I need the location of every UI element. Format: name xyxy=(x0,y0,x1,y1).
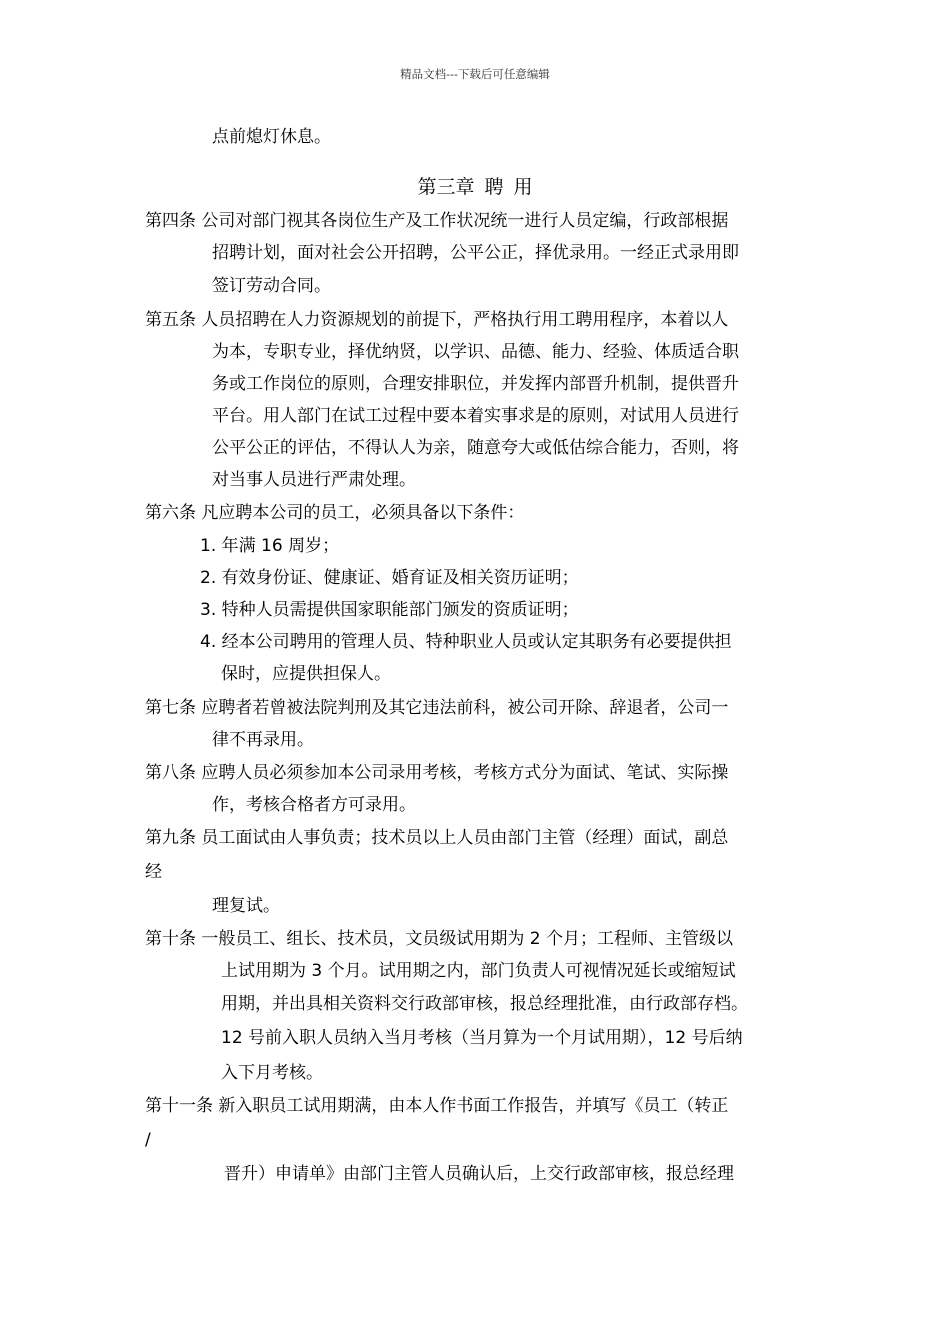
chapter-number: 第三章 xyxy=(417,176,475,198)
article-8-line-2: 作，考核合格者方可录用。 xyxy=(212,795,416,815)
text-line: 点前熄灯休息。 xyxy=(212,127,331,147)
article-4-line-1: 第四条 公司对部门视其各岗位生产及工作状况统一进行人员定编，行政部根据 xyxy=(145,211,729,231)
list-item-1: 1. 年满 16 周岁； xyxy=(200,536,340,556)
page-header: 精品文档---下载后可任意编辑 xyxy=(400,67,550,81)
article-9-line-1: 第九条 员工面试由人事负责；技术员以上人员由部门主管（经理）面试，副总 xyxy=(145,828,729,848)
chapter-title xyxy=(0,175,950,199)
article-10-line-1: 第十条 一般员工、组长、技术员，文员级试用期为 2 个月；工程师、主管级以 xyxy=(145,929,734,949)
article-9-line-3: 理复试。 xyxy=(212,896,280,916)
list-item-2: 2. 有效身份证、健康证、婚育证及相关资历证明； xyxy=(200,568,579,588)
article-10-line-4: 12 号前入职人员纳入当月考核（当月算为一个月试用期），12 号后纳 xyxy=(221,1028,743,1048)
article-10-line-5: 入下月考核。 xyxy=(221,1063,323,1083)
article-11-line-2: / xyxy=(145,1130,151,1150)
article-11-line-3: 晋升）申请单》由部门主管人员确认后，上交行政部审核，报总经理 xyxy=(224,1164,734,1184)
article-8-line-1: 第八条 应聘人员必须参加本公司录用考核，考核方式分为面试、笔试、实际操 xyxy=(145,763,729,783)
list-item-4: 4. 经本公司聘用的管理人员、特种职业人员或认定其职务有必要提供担 xyxy=(200,632,732,652)
article-4-line-3: 签订劳动合同。 xyxy=(212,276,331,296)
article-7-line-2: 律不再录用。 xyxy=(212,730,314,750)
article-7-line-1: 第七条 应聘者若曾被法院判刑及其它违法前科，被公司开除、辞退者，公司一 xyxy=(145,698,729,718)
article-11-line-1: 第十一条 新入职员工试用期满，由本人作书面工作报告，并填写《员工（转正 xyxy=(145,1096,729,1116)
article-9-line-2: 经 xyxy=(145,862,162,882)
article-10-line-2: 上试用期为 3 个月。试用期之内，部门负责人可视情况延长或缩短试 xyxy=(221,961,736,981)
article-5-line-3: 务或工作岗位的原则，合理安排职位，并发挥内部晋升机制，提供晋升 xyxy=(212,374,739,394)
chapter-word-1: 聘 xyxy=(484,176,504,198)
article-5-line-5: 公平公正的评估，不得认人为亲，随意夸大或低估综合能力，否则，将 xyxy=(212,438,739,458)
list-item-3: 3. 特种人员需提供国家职能部门颁发的资质证明； xyxy=(200,600,579,620)
article-5-line-1: 第五条 人员招聘在人力资源规划的前提下，严格执行用工聘用程序，本着以人 xyxy=(145,310,729,330)
article-10-line-3: 用期，并出具相关资料交行政部审核，报总经理批准，由行政部存档。 xyxy=(221,994,748,1014)
chapter-word-2: 用 xyxy=(513,176,533,198)
article-4-line-2: 招聘计划，面对社会公开招聘，公平公正，择优录用。一经正式录用即 xyxy=(212,243,739,263)
article-6-line-1: 第六条 凡应聘本公司的员工，必须具备以下条件： xyxy=(145,503,525,523)
article-5-line-2: 为本，专职专业，择优纳贤，以学识、品德、能力、经验、体质适合职 xyxy=(212,342,739,362)
list-item-4-cont: 保时，应提供担保人。 xyxy=(221,664,391,684)
article-5-line-6: 对当事人员进行严肃处理。 xyxy=(212,470,416,490)
article-5-line-4: 平台。用人部门在试工过程中要本着实事求是的原则，对试用人员进行 xyxy=(212,406,739,426)
